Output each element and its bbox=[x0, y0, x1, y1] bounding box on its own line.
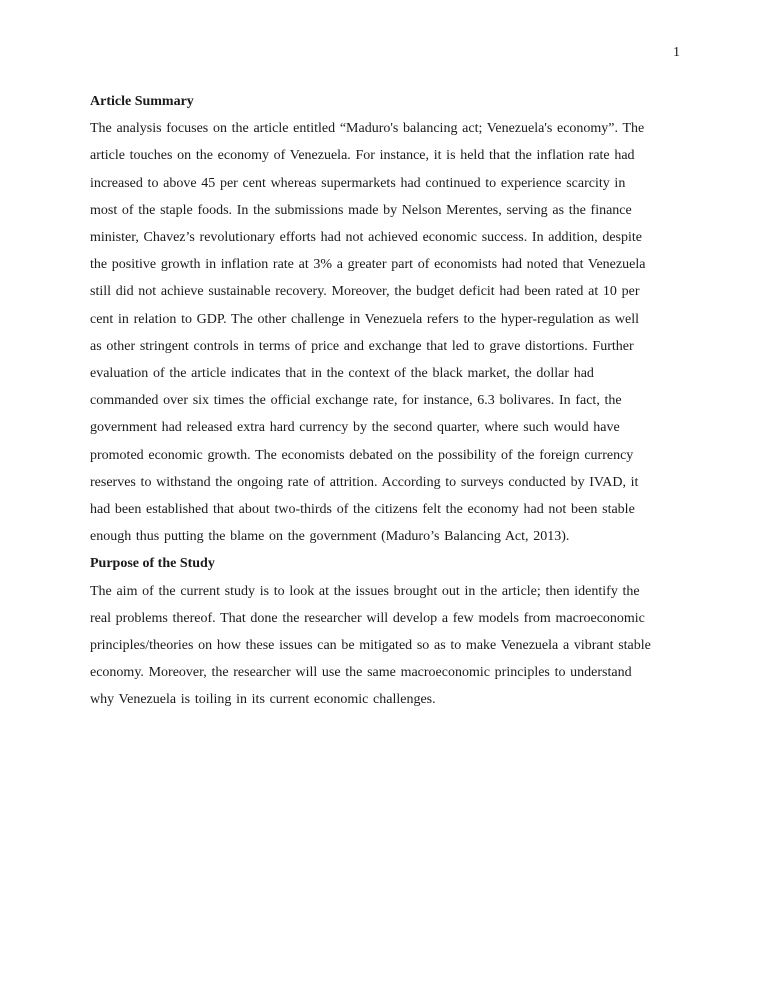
text-line: cent in relation to GDP. The other challenge in Venezuela refers to the hyper-regulation as well bbox=[90, 311, 640, 327]
text-line: economy. Moreover, the researcher will use the same macroeconomic principles to understand bbox=[90, 665, 632, 681]
text-line: The aim of the current study is to look at the issues brought out in the article; then identify the bbox=[90, 583, 640, 599]
text-line: promoted economic growth. The economists debated on the possibility of the foreign currency bbox=[90, 447, 634, 463]
text-line: had been established that about two-thirds of the citizens felt the economy had not been stable bbox=[90, 502, 635, 518]
text-line: the positive growth in inflation rate at 3% a greater part of economists had noted that Venezuela bbox=[90, 257, 646, 273]
text-line: article touches on the economy of Venezuela. For instance, it is held that the inflation rate had bbox=[90, 148, 635, 164]
text-line: government had released extra hard currency by the second quarter, where such would have bbox=[90, 420, 620, 436]
text-line: The analysis focuses on the article entitled “Maduro's balancing act; Venezuela's economy”. The bbox=[90, 121, 645, 137]
text-line: evaluation of the article indicates that in the context of the black market, the dollar had bbox=[90, 366, 594, 382]
section-purpose-of-study bbox=[90, 550, 690, 713]
text-line: minister, Chavez’s revolutionary efforts had not achieved economic success. In addition, despite bbox=[90, 230, 643, 246]
section-heading: Article Summary bbox=[90, 94, 194, 109]
text-line: real problems thereof. That done the researcher will develop a few models from macroeconomic bbox=[90, 610, 645, 626]
text-line: increased to above 45 per cent whereas supermarkets had continued to experience scarcity in bbox=[90, 175, 626, 191]
page-number: 1 bbox=[673, 45, 680, 60]
text-line: most of the staple foods. In the submissions made by Nelson Merentes, serving as the finance bbox=[90, 202, 632, 218]
text-line: why Venezuela is toiling in its current economic challenges. bbox=[90, 692, 436, 708]
text-line: still did not achieve sustainable recovery. Moreover, the budget deficit had been rated at 10 per bbox=[90, 284, 640, 300]
text-line: principles/theories on how these issues can be mitigated so as to make Venezuela a vibrant stable bbox=[90, 638, 651, 654]
document-body bbox=[90, 88, 690, 714]
section-article-summary bbox=[90, 88, 690, 550]
text-line: commanded over six times the official exchange rate, for instance, 6.3 bolivares. In fact, the bbox=[90, 393, 622, 409]
section-heading: Purpose of the Study bbox=[90, 556, 215, 572]
text-line: as other stringent controls in terms of price and exchange that led to grave distortions. Further bbox=[90, 338, 634, 354]
text-line: reserves to withstand the ongoing rate of attrition. According to surveys conducted by IVAD, it bbox=[90, 474, 639, 490]
text-line: enough thus putting the blame on the government (Maduro’s Balancing Act, 2013). bbox=[90, 529, 570, 545]
